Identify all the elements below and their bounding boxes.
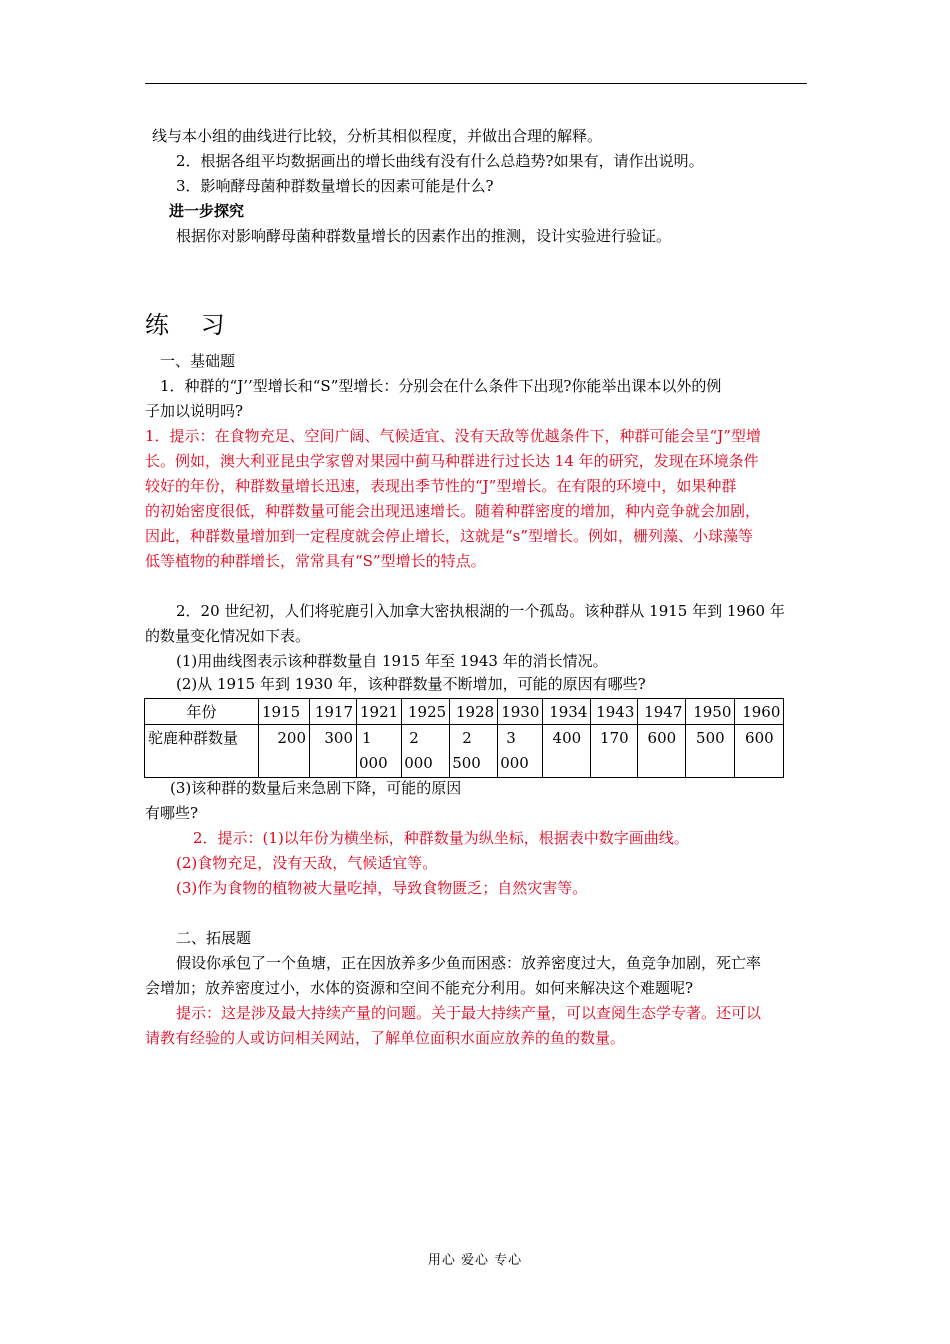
table-header-row: [145, 699, 784, 725]
table-year-cell: 1930: [498, 699, 543, 725]
extend-answer-line-2: 请教有经验的人或访问相关网站，了解单位面积水面应放养的鱼的数量。: [145, 1029, 626, 1047]
table-year-cell: 1925: [402, 699, 450, 725]
answer-1-line-6: 低等植物的种群增长，常常具有“S”型增长的特点。: [145, 552, 486, 570]
question-1-line-2: 子加以说明吗?: [145, 402, 244, 420]
value-text: 500: [696, 729, 725, 747]
further-heading: 进一步探究: [169, 202, 245, 220]
question-2-line-2: 的数量变化情况如下表。: [145, 627, 311, 645]
question-2-sub-1: (1)用曲线图表示该种群数量自 1915 年至 1943 年的消长情况。: [176, 652, 608, 670]
answer-2-line-2: (2)食物充足，没有天敌，气候适宜等。: [176, 854, 438, 872]
question-2-sub-3-line-2: 有哪些?: [145, 804, 199, 822]
value-text: 000: [359, 754, 388, 772]
answer-2-line-3: (3)作为食物的植物被大量吃掉，导致食物匮乏；自然灾害等。: [176, 879, 588, 897]
answer-1-line-3: 较好的年份，种群数量增长迅速，表现出季节性的“J”型增长。在有限的环境中，如果种群: [145, 477, 737, 495]
value-text: 1: [362, 729, 372, 747]
section-title: 练 习: [145, 311, 237, 339]
table-value-cell: [402, 725, 450, 778]
extend-answer-line-1: 提示：这是涉及最大持续产量的问题。关于最大持续产量，可以查阅生态学专著。还可以: [176, 1004, 762, 1022]
question-2-sub-3-line-1: (3)该种群的数量后来急剧下降，可能的原因: [170, 779, 462, 797]
intro-line-2: 2．根据各组平均数据画出的增长曲线有没有什么总趋势?如果有，请作出说明。: [176, 152, 704, 170]
value-text: 170: [600, 729, 629, 747]
table-row-label: 驼鹿种群数量: [145, 725, 259, 778]
basic-heading: 一、基础题: [160, 352, 236, 370]
table-value-cell: [450, 725, 498, 778]
table-year-cell: 1943: [591, 699, 638, 725]
further-text: 根据你对影响酵母菌种群数量增长的因素作出的推测，设计实验进行验证。: [176, 227, 672, 245]
value-text: 600: [745, 729, 774, 747]
value-text: 200: [277, 729, 306, 747]
value-text: 500: [452, 754, 481, 772]
value-text: 600: [647, 729, 677, 747]
question-1-line-1: 1．种群的“J’’型增长和“S”型增长：分别会在什么条件下出现?你能举出课本以外的例: [160, 377, 722, 395]
answer-1-line-2: 长。例如，澳大利亚昆虫学家曾对果园中蓟马种群进行过长达 14 年的研究，发现在环境条件: [145, 452, 759, 470]
table-value-cell: [357, 725, 402, 778]
value-text: 2: [409, 729, 419, 747]
population-table: [144, 698, 784, 778]
value-text: 000: [500, 754, 529, 772]
table-year-cell: 1960: [735, 699, 784, 725]
table-value-row: [145, 725, 784, 778]
table-value-cell: [591, 725, 638, 778]
answer-1-line-4: 的初始密度很低，种群数量可能会出现迅速增长。随着种群密度的增加，种内竞争就会加剧，: [145, 502, 761, 520]
value-text: 3: [506, 729, 516, 747]
table-value-cell: [310, 725, 357, 778]
answer-1-line-1: 1．提示：在食物充足、空间广阔、气候适宜、没有天敌等优越条件下，种群可能会呈“J”型增: [145, 427, 761, 445]
table-value-cell: [686, 725, 735, 778]
question-2-line-1: 2．20 世纪初，人们将驼鹿引入加拿大密执根湖的一个孤岛。该种群从 1915 年到 1960 年: [176, 602, 785, 620]
table-year-cell: 1921: [357, 699, 402, 725]
table-year-cell: 1947: [638, 699, 686, 725]
table-year-cell: 1928: [450, 699, 498, 725]
table-year-cell: 1950: [686, 699, 735, 725]
table-value-cell: [498, 725, 543, 778]
page-footer: 用心 爱心 专心: [427, 1253, 523, 1268]
question-2-sub-2: (2)从 1915 年到 1930 年，该种群数量不断增加，可能的原因有哪些?: [176, 675, 646, 693]
extend-heading: 二、拓展题: [176, 929, 252, 947]
table-year-cell: 1915: [259, 699, 310, 725]
table-year-cell: 1917: [310, 699, 357, 725]
answer-1-line-5: 因此，种群数量增加到一定程度就会停止增长，这就是“s”型增长。例如，栅列藻、小球藻等: [145, 527, 754, 545]
table-year-cell: 1934: [543, 699, 591, 725]
value-text: 400: [552, 729, 582, 747]
intro-line-1: 线与本小组的曲线进行比较，分析其相似程度，并做出合理的解释。: [152, 127, 603, 145]
value-text: 300: [324, 729, 353, 747]
table-header-label: 年份: [145, 699, 259, 725]
table-value-cell: [638, 725, 686, 778]
answer-2-line-1: 2．提示：(1)以年份为横坐标，种群数量为纵坐标，根据表中数字画曲线。: [193, 829, 689, 847]
extend-question-line-1: 假设你承包了一个鱼塘，正在因放养多少鱼而困惑：放养密度过大，鱼竞争加剧，死亡率: [176, 954, 762, 972]
table-value-cell: [543, 725, 591, 778]
intro-line-3: 3．影响酵母菌种群数量增长的因素可能是什么?: [176, 177, 494, 195]
value-text: 2: [462, 729, 472, 747]
value-text: 000: [404, 754, 433, 772]
table-value-cell: [259, 725, 310, 778]
extend-question-line-2: 会增加；放养密度过小，水体的资源和空间不能充分利用。如何来解决这个难题呢?: [145, 979, 694, 997]
header-rule: [145, 83, 807, 84]
table-value-cell: [735, 725, 784, 778]
